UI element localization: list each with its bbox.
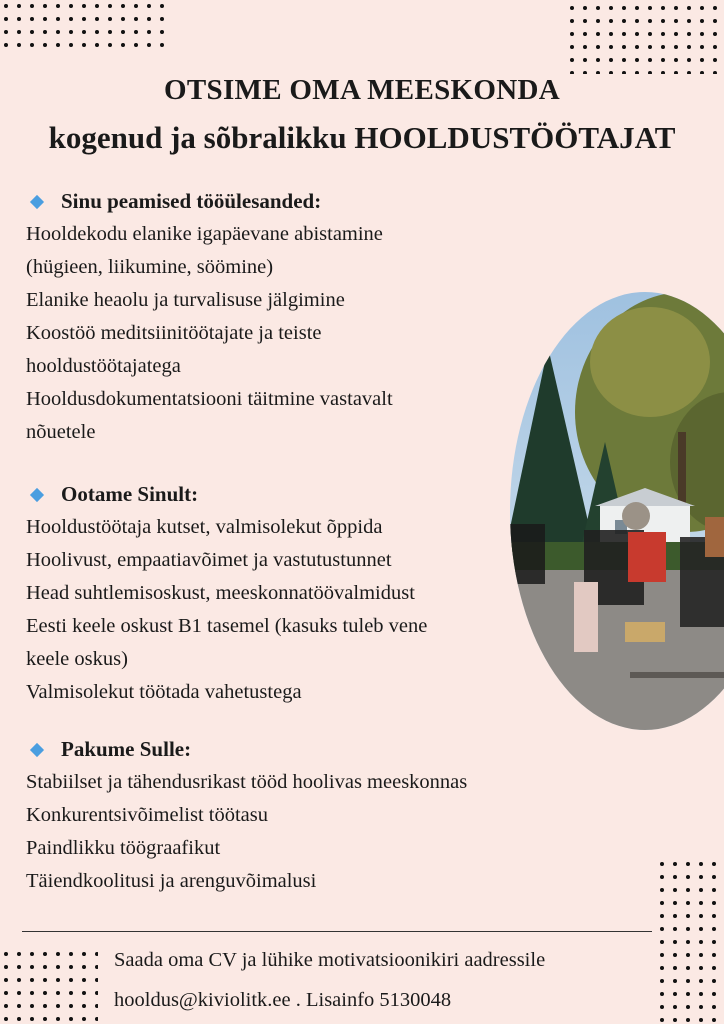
section-duties bbox=[26, 185, 586, 449]
list-item: Hooldekodu elanike igapäevane abistamine bbox=[26, 223, 383, 245]
section-title: Ootame Sinult: bbox=[61, 482, 199, 506]
section-requirements bbox=[26, 478, 586, 709]
list-item: Täiendkoolitusi ja arenguvõimalusi bbox=[26, 870, 317, 892]
dot-pattern-bottom-right bbox=[658, 860, 724, 1024]
list-item: hooldustöötajatega bbox=[26, 355, 181, 377]
dot-pattern-bottom-left bbox=[0, 948, 98, 1024]
section-header bbox=[26, 478, 586, 511]
section-header bbox=[26, 185, 586, 218]
dot-pattern-top-right bbox=[568, 4, 724, 74]
section-title: Pakume Sulle: bbox=[61, 737, 192, 761]
list-item: Head suhtlemisoskust, meeskonnatöövalmidust bbox=[26, 582, 415, 604]
list-item: Paindlikku töögraafikut bbox=[26, 837, 221, 859]
subheadline: kogenud ja sõbralikku HOOLDUSTÖÖTAJAT bbox=[48, 120, 676, 155]
list-item: Hooldusdokumentatsiooni täitmine vastavalt bbox=[26, 388, 393, 410]
list-item: Konkurentsivõimelist töötasu bbox=[26, 804, 268, 826]
list-item: Hooldustöötaja kutset, valmisolekut õppida bbox=[26, 516, 383, 538]
list-item: Koostöö meditsiinitöötajate ja teiste bbox=[26, 322, 322, 344]
section-title: Sinu peamised tööülesanded: bbox=[61, 189, 322, 213]
list-item: Elanike heaolu ja turvalisuse jälgimine bbox=[26, 289, 345, 311]
list-item: keele oskus) bbox=[26, 648, 128, 670]
diamond-bullet-icon bbox=[30, 194, 44, 208]
footer-line-contact[interactable]: hooldus@kiviolitk.ee . Lisainfo 5130048 bbox=[114, 989, 452, 1011]
list-item: Valmisolekut töötada vahetustega bbox=[26, 681, 302, 703]
footer-line-instructions: Saada oma CV ja lühike motivatsioonikiri aadressile bbox=[114, 949, 546, 971]
list-item: (hügieen, liikumine, söömine) bbox=[26, 256, 274, 278]
footer-divider bbox=[22, 931, 652, 932]
contact-footer bbox=[114, 940, 545, 1020]
list-item: Stabiilset ja tähendusrikast tööd hoolivas meeskonnas bbox=[26, 771, 468, 793]
list-item: Hoolivust, empaatiavõimet ja vastutustunnet bbox=[26, 549, 392, 571]
diamond-bullet-icon bbox=[30, 742, 44, 756]
list-item: nõuetele bbox=[26, 421, 96, 443]
section-header bbox=[26, 733, 646, 766]
list-item: Eesti keele oskust B1 tasemel (kasuks tuleb vene bbox=[26, 615, 428, 637]
diamond-bullet-icon bbox=[30, 487, 44, 501]
dot-pattern-top-left bbox=[0, 0, 170, 52]
section-offer bbox=[26, 733, 646, 898]
headline: OTSIME OMA MEESKONDA bbox=[164, 74, 560, 106]
